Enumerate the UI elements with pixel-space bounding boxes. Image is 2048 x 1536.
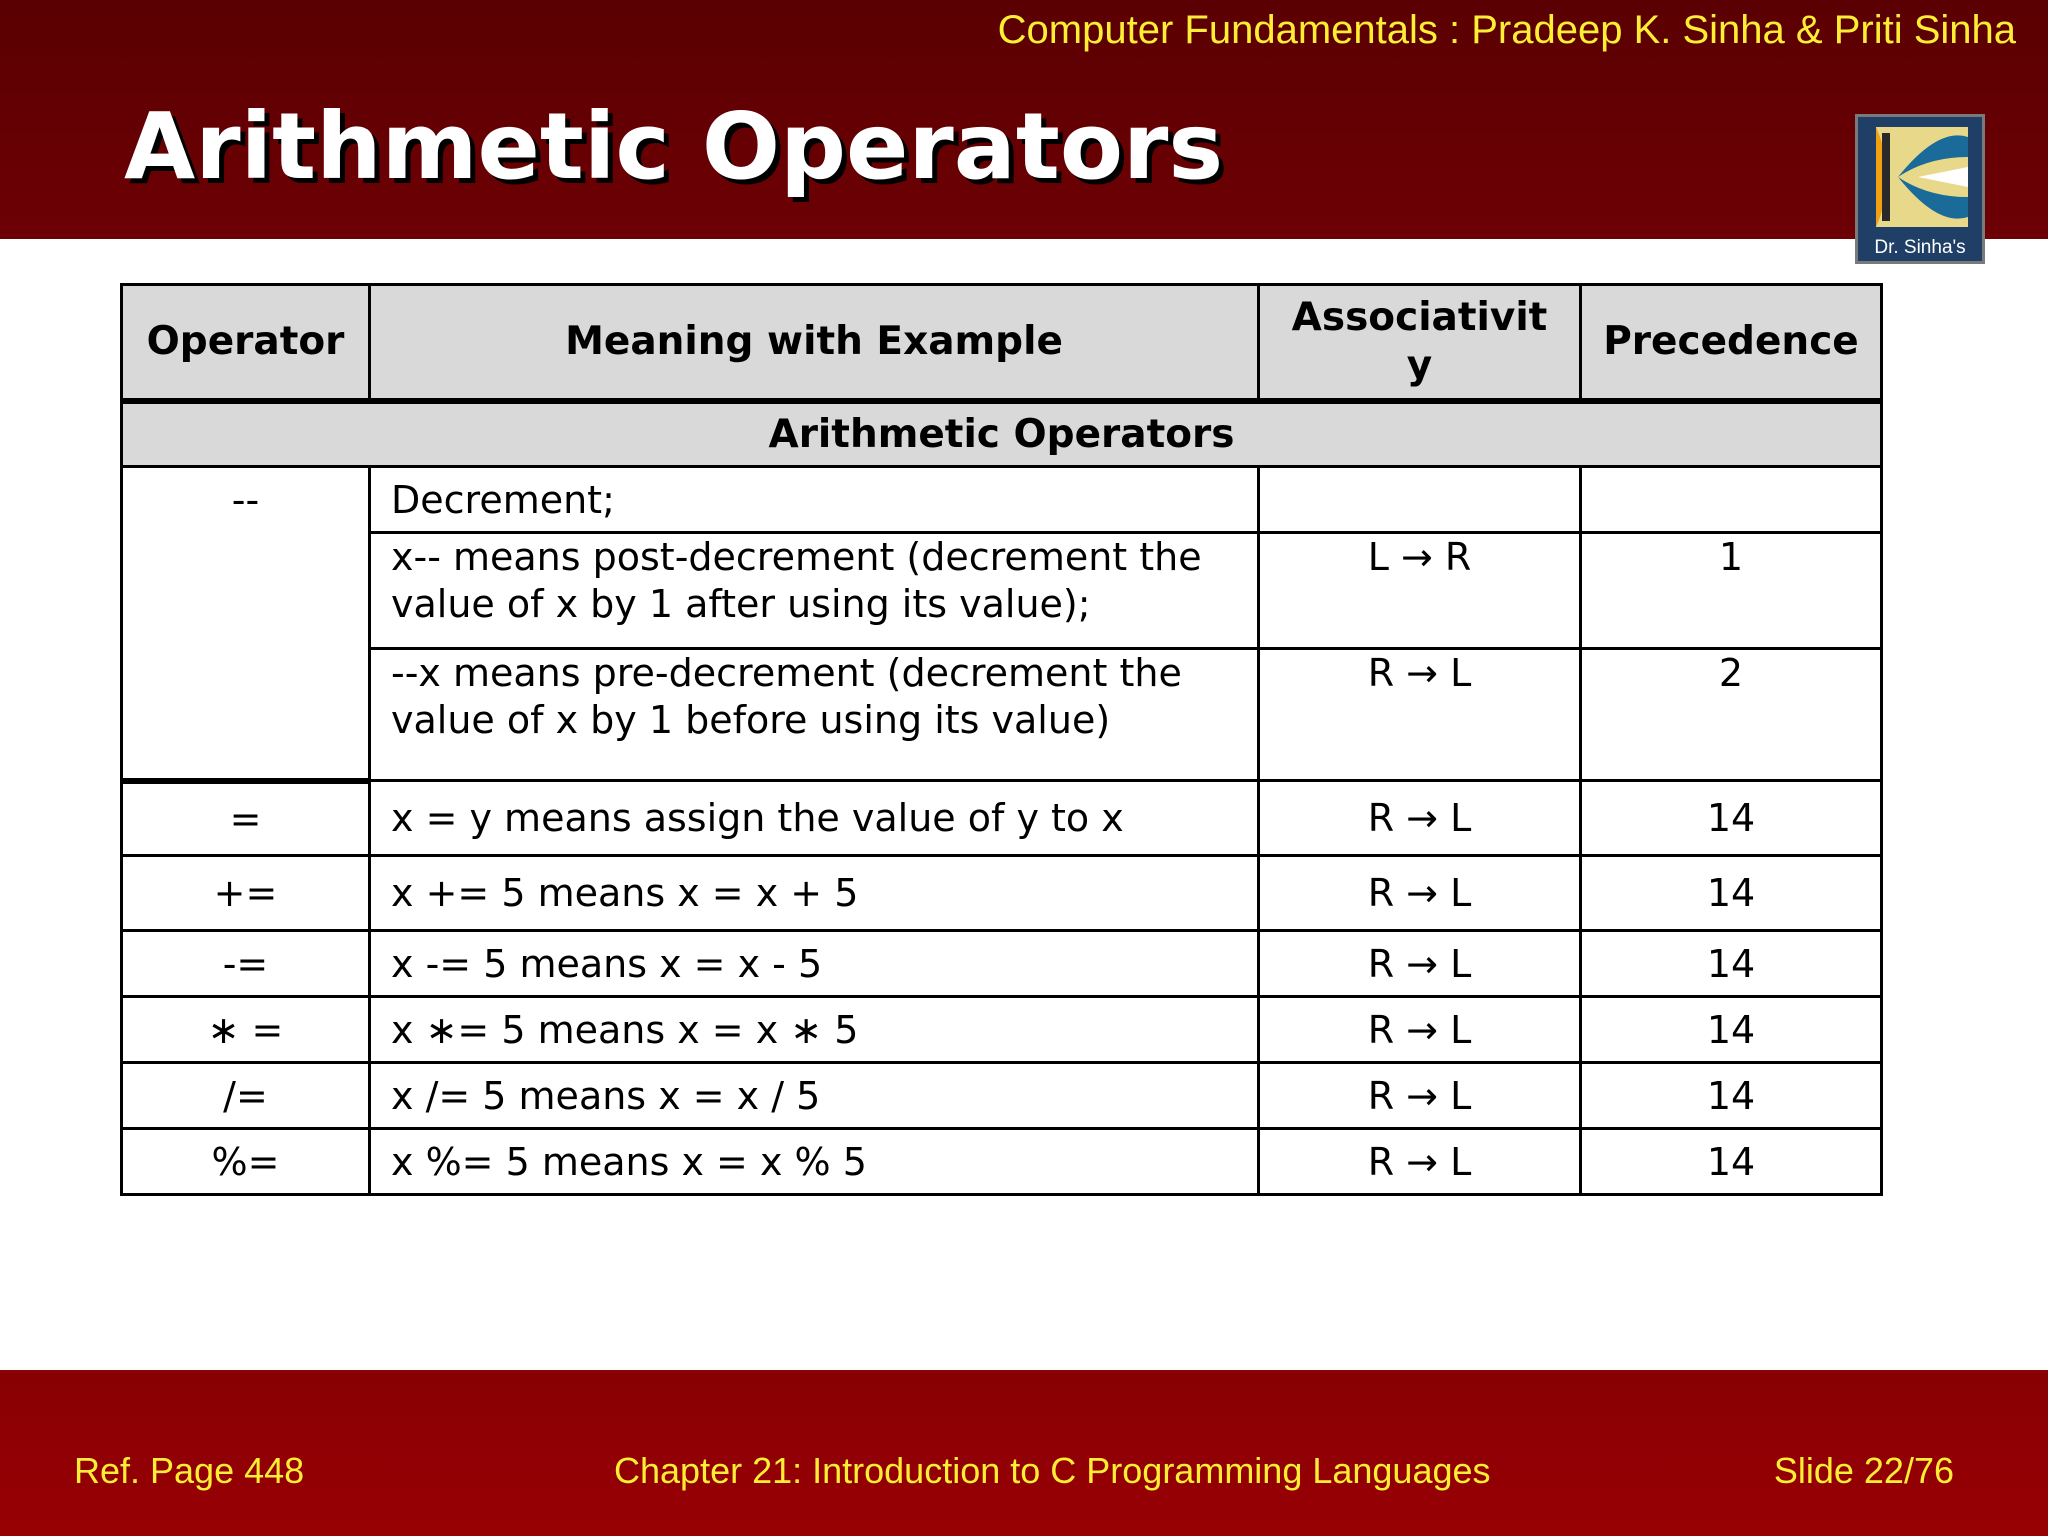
section-label: Arithmetic Operators xyxy=(122,401,1882,467)
assoc-cell: L → R xyxy=(1259,533,1581,649)
assoc-cell: R → L xyxy=(1259,931,1581,997)
assoc-cell: R → L xyxy=(1259,781,1581,856)
assoc-cell: R → L xyxy=(1259,1063,1581,1129)
logo-caption: Dr. Sinha's xyxy=(1874,237,1966,258)
operator-cell: /= xyxy=(122,1063,370,1129)
operator-cell: -- xyxy=(122,467,370,781)
meaning-cell: x -= 5 means x = x - 5 xyxy=(370,931,1259,997)
assoc-cell: R → L xyxy=(1259,856,1581,931)
meaning-cell: x-- means post-decrement (decrement the value of x by 1 after using its value); xyxy=(370,533,1259,649)
table-header-row xyxy=(122,285,1882,401)
col-header-associativity xyxy=(1259,285,1581,401)
col-header-operator: Operator xyxy=(122,285,370,401)
precedence-cell: 14 xyxy=(1581,931,1882,997)
slide-header xyxy=(0,0,2048,239)
table-row xyxy=(122,533,1882,649)
slide-number: Slide 22/76 xyxy=(1773,1450,1954,1491)
operators-table xyxy=(120,283,1883,1196)
meaning-cell: x /= 5 means x = x / 5 xyxy=(370,1063,1259,1129)
table-row xyxy=(122,856,1882,931)
precedence-cell: 14 xyxy=(1581,997,1882,1063)
precedence-cell xyxy=(1581,467,1882,533)
meaning-cell: x += 5 means x = x + 5 xyxy=(370,856,1259,931)
chapter-title: Chapter 21: Introduction to C Programming Languages xyxy=(614,1450,1491,1491)
operator-cell: -= xyxy=(122,931,370,997)
operator-cell: ∗ = xyxy=(122,997,370,1063)
assoc-cell: R → L xyxy=(1259,1129,1581,1195)
precedence-cell: 14 xyxy=(1581,781,1882,856)
slide-title: Arithmetic Operators xyxy=(124,93,1224,200)
ref-page: Ref. Page 448 xyxy=(74,1450,305,1491)
meaning-cell: Decrement; xyxy=(370,467,1259,533)
col-header-meaning: Meaning with Example xyxy=(370,285,1259,401)
assoc-cell xyxy=(1259,467,1581,533)
operator-cell: %= xyxy=(122,1129,370,1195)
table-row xyxy=(122,931,1882,997)
slide-footer xyxy=(0,1370,2048,1536)
author-logo xyxy=(1855,114,1985,264)
precedence-cell: 2 xyxy=(1581,649,1882,781)
meaning-cell: x ∗= 5 means x = x ∗ 5 xyxy=(370,997,1259,1063)
table-row xyxy=(122,649,1882,781)
meaning-cell: x = y means assign the value of y to x xyxy=(370,781,1259,856)
col-header-precedence: Precedence xyxy=(1581,285,1882,401)
table-row xyxy=(122,1129,1882,1195)
precedence-cell: 14 xyxy=(1581,1063,1882,1129)
assoc-cell: R → L xyxy=(1259,997,1581,1063)
table-row xyxy=(122,997,1882,1063)
precedence-cell: 1 xyxy=(1581,533,1882,649)
operator-cell: = xyxy=(122,781,370,856)
assoc-cell: R → L xyxy=(1259,649,1581,781)
table-row xyxy=(122,1063,1882,1129)
col-header-associativity-label: Associativit y xyxy=(1291,294,1548,388)
meaning-cell: --x means pre-decrement (decrement the value of x by 1 before using its value) xyxy=(370,649,1259,781)
meaning-cell: x %= 5 means x = x % 5 xyxy=(370,1129,1259,1195)
table-row xyxy=(122,781,1882,856)
precedence-cell: 14 xyxy=(1581,856,1882,931)
table-row xyxy=(122,467,1882,533)
operator-cell: += xyxy=(122,856,370,931)
precedence-cell: 14 xyxy=(1581,1129,1882,1195)
book-credit: Computer Fundamentals : Pradeep K. Sinha & Priti Sinha xyxy=(997,8,2016,52)
section-row xyxy=(122,401,1882,467)
